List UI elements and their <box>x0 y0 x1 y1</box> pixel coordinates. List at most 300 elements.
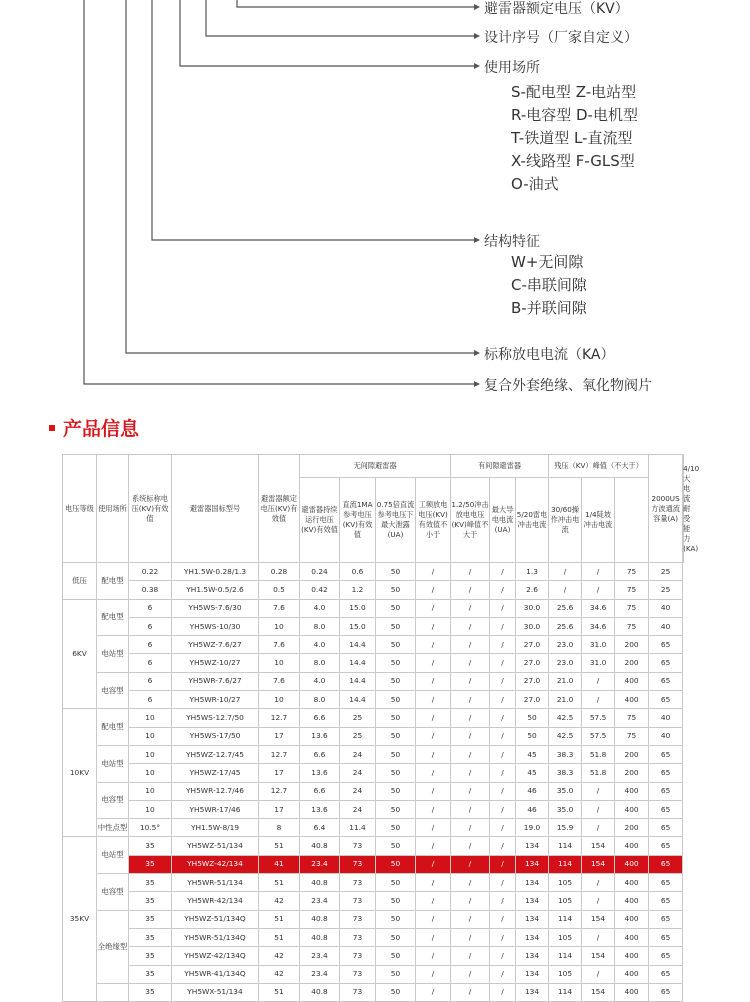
header-gapless-leak: 0.75倍直流参考电压下最大泄露(UA) <box>376 478 416 563</box>
max-current-cell: / <box>490 727 516 745</box>
high-current-cell: 25 <box>649 563 683 581</box>
cont-voltage-cell: 4.0 <box>300 599 340 617</box>
table-row <box>63 800 684 818</box>
table-row <box>63 874 684 892</box>
leakage-cell: 50 <box>376 928 416 946</box>
cont-voltage-cell: 4.0 <box>300 672 340 690</box>
usage-cell: 电容型 <box>97 672 129 709</box>
rated-voltage-cell: 51 <box>259 928 300 946</box>
res-steep-cell: 34.6 <box>582 599 615 617</box>
leakage-cell: 50 <box>376 800 416 818</box>
freq-discharge-cell: / <box>416 983 451 1001</box>
leakage-cell: 50 <box>376 892 416 910</box>
header-residual-group: 残压（KV）峰值（不大于） <box>549 455 649 478</box>
usage-cell: 配电型 <box>97 599 129 636</box>
dc-ref-cell: 14.4 <box>340 636 376 654</box>
impulse-discharge-cell: / <box>451 874 490 892</box>
freq-discharge-cell: / <box>416 636 451 654</box>
leakage-cell: 50 <box>376 782 416 800</box>
system-voltage-cell: 35 <box>129 855 172 873</box>
code-item: B-并联间隙 <box>511 299 587 317</box>
rated-voltage-cell: 42 <box>259 965 300 983</box>
header-gapless-dc: 直流1MA参考电压(KV)有效值 <box>340 478 376 563</box>
square-wave-cell: 75 <box>615 563 649 581</box>
model-cell: YH1.5W-0.5/2.6 <box>172 581 259 599</box>
freq-discharge-cell: / <box>416 672 451 690</box>
square-wave-cell: 400 <box>615 800 649 818</box>
res-steep-cell: / <box>582 874 615 892</box>
model-cell: YH5WR-42/134 <box>172 892 259 910</box>
table-row <box>63 965 684 983</box>
header-gap-group: 有间隙避雷器 <box>451 455 549 478</box>
res-lightning-cell: 134 <box>516 947 549 965</box>
res-lightning-cell: 19.0 <box>516 819 549 837</box>
res-switching-cell: / <box>549 581 582 599</box>
max-current-cell: / <box>490 819 516 837</box>
freq-discharge-cell: / <box>416 965 451 983</box>
freq-discharge-cell: / <box>416 654 451 672</box>
impulse-discharge-cell: / <box>451 636 490 654</box>
rated-voltage-cell: 51 <box>259 910 300 928</box>
model-cell: YH5WR-51/134Q <box>172 928 259 946</box>
max-current-cell: / <box>490 910 516 928</box>
dc-ref-cell: 14.4 <box>340 672 376 690</box>
res-switching-cell: 38.3 <box>549 764 582 782</box>
res-steep-cell: 57.5 <box>582 727 615 745</box>
high-current-cell: 65 <box>649 874 683 892</box>
rated-voltage-cell: 51 <box>259 874 300 892</box>
voltage-level-cell: 35KV <box>63 837 97 1002</box>
square-wave-cell: 75 <box>615 709 649 727</box>
leakage-cell: 50 <box>376 947 416 965</box>
res-lightning-cell: 134 <box>516 892 549 910</box>
high-current-cell: 65 <box>649 819 683 837</box>
cont-voltage-cell: 8.0 <box>300 617 340 635</box>
legend-bracket-lines <box>0 0 750 400</box>
cont-voltage-cell: 13.6 <box>300 800 340 818</box>
impulse-discharge-cell: / <box>451 819 490 837</box>
freq-discharge-cell: / <box>416 819 451 837</box>
cont-voltage-cell: 13.6 <box>300 727 340 745</box>
high-current-cell: 65 <box>649 928 683 946</box>
table-row <box>63 617 684 635</box>
res-steep-cell: / <box>582 782 615 800</box>
dc-ref-cell: 73 <box>340 910 376 928</box>
header-res-switching: 30/60操作冲击电流 <box>549 478 582 563</box>
system-voltage-cell: 6 <box>129 654 172 672</box>
square-wave-cell: 400 <box>615 910 649 928</box>
header-res-lightning: 5/20雷电冲击电流 <box>516 478 549 563</box>
model-cell: YH5WZ-42/134Q <box>172 947 259 965</box>
system-voltage-cell: 10 <box>129 745 172 763</box>
max-current-cell: / <box>490 581 516 599</box>
leakage-cell: 50 <box>376 599 416 617</box>
square-wave-cell: 400 <box>615 855 649 873</box>
res-switching-cell: 21.0 <box>549 691 582 709</box>
max-current-cell: / <box>490 874 516 892</box>
model-cell: YH5WR-10/27 <box>172 691 259 709</box>
product-spec-table <box>62 454 700 1002</box>
system-voltage-cell: 35 <box>129 892 172 910</box>
table-row <box>63 745 684 763</box>
impulse-discharge-cell: / <box>451 837 490 855</box>
model-cell: YH5WZ-12.7/45 <box>172 745 259 763</box>
header-gap-freq: 工频放电电压(KV)有效值不小于 <box>416 478 451 563</box>
high-current-cell: 65 <box>649 691 683 709</box>
cont-voltage-cell: 40.8 <box>300 874 340 892</box>
system-voltage-cell: 10 <box>129 709 172 727</box>
dc-ref-cell: 14.4 <box>340 691 376 709</box>
dc-ref-cell: 1.2 <box>340 581 376 599</box>
header-square-wave: 2000US方波通流容量(A) <box>649 455 683 563</box>
res-steep-cell: / <box>582 563 615 581</box>
system-voltage-cell: 35 <box>129 910 172 928</box>
max-current-cell: / <box>490 855 516 873</box>
leakage-cell: 50 <box>376 617 416 635</box>
res-switching-cell: 25.6 <box>549 617 582 635</box>
model-cell: YH5WR-7.6/27 <box>172 672 259 690</box>
leakage-cell: 50 <box>376 727 416 745</box>
res-lightning-cell: 2.6 <box>516 581 549 599</box>
model-legend <box>0 0 750 400</box>
code-item: W+无间隙 <box>511 253 584 271</box>
usage-cell: 配电型 <box>97 563 129 600</box>
res-steep-cell: / <box>582 892 615 910</box>
rated-voltage-cell: 7.6 <box>259 672 300 690</box>
leakage-cell: 50 <box>376 855 416 873</box>
dc-ref-cell: 11.4 <box>340 819 376 837</box>
dc-ref-cell: 73 <box>340 874 376 892</box>
label-design-no: 设计序号（厂家自定义） <box>484 30 638 46</box>
model-cell: YH5WR-51/134 <box>172 874 259 892</box>
usage-cell: 全绝缘型 <box>97 910 129 983</box>
max-current-cell: / <box>490 928 516 946</box>
label-discharge-current: 标称放电电流（KA） <box>484 347 615 363</box>
res-lightning-cell: 45 <box>516 745 549 763</box>
model-cell: YH5WS-7.6/30 <box>172 599 259 617</box>
model-cell: YH5WZ-10/27 <box>172 654 259 672</box>
code-item: T-铁道型 L-直流型 <box>511 129 633 147</box>
res-switching-cell: 105 <box>549 965 582 983</box>
cont-voltage-cell: 6.6 <box>300 745 340 763</box>
table-row <box>63 892 684 910</box>
leakage-cell: 50 <box>376 745 416 763</box>
cont-voltage-cell: 6.6 <box>300 709 340 727</box>
max-current-cell: / <box>490 691 516 709</box>
rated-voltage-cell: 17 <box>259 727 300 745</box>
res-lightning-cell: 27.0 <box>516 672 549 690</box>
high-current-cell: 65 <box>649 947 683 965</box>
leakage-cell: 50 <box>376 581 416 599</box>
freq-discharge-cell: / <box>416 745 451 763</box>
table-row <box>63 910 684 928</box>
table-row <box>63 636 684 654</box>
freq-discharge-cell: / <box>416 782 451 800</box>
high-current-cell: 65 <box>649 745 683 763</box>
system-voltage-cell: 0.38 <box>129 581 172 599</box>
rated-voltage-cell: 10 <box>259 654 300 672</box>
system-voltage-cell: 6 <box>129 691 172 709</box>
rated-voltage-cell: 51 <box>259 837 300 855</box>
cont-voltage-cell: 40.8 <box>300 983 340 1001</box>
leakage-cell: 50 <box>376 764 416 782</box>
system-voltage-cell: 10.5° <box>129 819 172 837</box>
label-rated-voltage: 避雷器额定电压（KV） <box>484 1 629 17</box>
rated-voltage-cell: 7.6 <box>259 636 300 654</box>
square-wave-cell: 75 <box>615 581 649 599</box>
model-cell: YH1.5W-0.28/1.3 <box>172 563 259 581</box>
rated-voltage-cell: 7.6 <box>259 599 300 617</box>
high-current-cell: 65 <box>649 764 683 782</box>
leakage-cell: 50 <box>376 965 416 983</box>
square-wave-cell: 400 <box>615 947 649 965</box>
table-row <box>63 983 684 1001</box>
system-voltage-cell: 35 <box>129 947 172 965</box>
dc-ref-cell: 24 <box>340 745 376 763</box>
high-current-cell: 40 <box>649 727 683 745</box>
rated-voltage-cell: 0.28 <box>259 563 300 581</box>
system-voltage-cell: 6 <box>129 599 172 617</box>
table-row <box>63 764 684 782</box>
res-lightning-cell: 46 <box>516 782 549 800</box>
freq-discharge-cell: / <box>416 874 451 892</box>
usage-cell: 电站型 <box>97 636 129 673</box>
rated-voltage-cell: 12.7 <box>259 782 300 800</box>
res-switching-cell: 35.0 <box>549 782 582 800</box>
freq-discharge-cell: / <box>416 892 451 910</box>
system-voltage-cell: 10 <box>129 764 172 782</box>
system-voltage-cell: 35 <box>129 928 172 946</box>
res-lightning-cell: 134 <box>516 855 549 873</box>
res-lightning-cell: 50 <box>516 727 549 745</box>
res-steep-cell: / <box>582 672 615 690</box>
model-cell: YH5WR-41/134Q <box>172 965 259 983</box>
square-wave-cell: 200 <box>615 819 649 837</box>
max-current-cell: / <box>490 837 516 855</box>
leakage-cell: 50 <box>376 691 416 709</box>
res-lightning-cell: 45 <box>516 764 549 782</box>
table-row <box>63 654 684 672</box>
square-wave-cell: 75 <box>615 617 649 635</box>
freq-discharge-cell: / <box>416 910 451 928</box>
impulse-discharge-cell: / <box>451 617 490 635</box>
impulse-discharge-cell: / <box>451 855 490 873</box>
system-voltage-cell: 35 <box>129 874 172 892</box>
square-wave-cell: 200 <box>615 764 649 782</box>
model-cell: YH5WR-17/46 <box>172 800 259 818</box>
usage-codes-list <box>511 81 638 196</box>
square-wave-cell: 400 <box>615 983 649 1001</box>
header-usage: 使用场所 <box>97 455 129 563</box>
usage-cell <box>97 983 129 1001</box>
res-steep-cell: 154 <box>582 983 615 1001</box>
usage-cell: 中性点型 <box>97 819 129 837</box>
res-switching-cell: 23.0 <box>549 636 582 654</box>
impulse-discharge-cell: / <box>451 691 490 709</box>
square-wave-cell: 75 <box>615 599 649 617</box>
model-cell: YH5WS-12.7/50 <box>172 709 259 727</box>
res-lightning-cell: 27.0 <box>516 654 549 672</box>
impulse-discharge-cell: / <box>451 654 490 672</box>
dc-ref-cell: 73 <box>340 892 376 910</box>
header-system-voltage: 系统标称电压(KV)有效值 <box>129 455 172 563</box>
res-lightning-cell: 134 <box>516 928 549 946</box>
table-row <box>63 709 684 727</box>
high-current-cell: 65 <box>649 965 683 983</box>
cont-voltage-cell: 23.4 <box>300 855 340 873</box>
max-current-cell: / <box>490 654 516 672</box>
rated-voltage-cell: 42 <box>259 947 300 965</box>
max-current-cell: / <box>490 745 516 763</box>
impulse-discharge-cell: / <box>451 563 490 581</box>
res-switching-cell: 23.0 <box>549 654 582 672</box>
res-switching-cell: 21.0 <box>549 672 582 690</box>
max-current-cell: / <box>490 892 516 910</box>
system-voltage-cell: 35 <box>129 965 172 983</box>
impulse-discharge-cell: / <box>451 599 490 617</box>
res-switching-cell: 105 <box>549 892 582 910</box>
header-rated-voltage: 避雷器额定电压(KV)有效值 <box>259 455 300 563</box>
system-voltage-cell: 35 <box>129 983 172 1001</box>
dc-ref-cell: 24 <box>340 782 376 800</box>
high-current-cell: 65 <box>649 654 683 672</box>
model-cell: YH5WZ-7.6/27 <box>172 636 259 654</box>
rated-voltage-cell: 8 <box>259 819 300 837</box>
system-voltage-cell: 35 <box>129 837 172 855</box>
table-row <box>63 563 684 581</box>
res-steep-cell: 154 <box>582 855 615 873</box>
high-current-cell: 65 <box>649 636 683 654</box>
max-current-cell: / <box>490 983 516 1001</box>
system-voltage-cell: 10 <box>129 727 172 745</box>
max-current-cell: / <box>490 764 516 782</box>
header-gap-impulse: 1.2/50冲击放电电压(KV)峰值不大于 <box>451 478 490 563</box>
res-lightning-cell: 50 <box>516 709 549 727</box>
square-wave-cell: 75 <box>615 727 649 745</box>
res-switching-cell: 42.5 <box>549 709 582 727</box>
impulse-discharge-cell: / <box>451 672 490 690</box>
cont-voltage-cell: 23.4 <box>300 965 340 983</box>
freq-discharge-cell: / <box>416 855 451 873</box>
high-current-cell: 40 <box>649 599 683 617</box>
impulse-discharge-cell: / <box>451 965 490 983</box>
leakage-cell: 50 <box>376 563 416 581</box>
res-lightning-cell: 46 <box>516 800 549 818</box>
freq-discharge-cell: / <box>416 764 451 782</box>
rated-voltage-cell: 12.7 <box>259 745 300 763</box>
high-current-cell: 65 <box>649 672 683 690</box>
high-current-cell: 65 <box>649 800 683 818</box>
res-steep-cell: 31.0 <box>582 654 615 672</box>
res-switching-cell: 15.9 <box>549 819 582 837</box>
cont-voltage-cell: 23.4 <box>300 947 340 965</box>
code-item: X-线路型 F-GLS型 <box>511 152 635 170</box>
cont-voltage-cell: 40.8 <box>300 928 340 946</box>
res-switching-cell: 25.6 <box>549 599 582 617</box>
leakage-cell: 50 <box>376 709 416 727</box>
res-switching-cell: 114 <box>549 983 582 1001</box>
res-steep-cell: / <box>582 928 615 946</box>
res-steep-cell: 51.8 <box>582 745 615 763</box>
table-row <box>63 928 684 946</box>
max-current-cell: / <box>490 599 516 617</box>
header-high-current: 4/10大电流耐受能力(KA) <box>683 463 700 553</box>
code-item: R-电容型 D-电机型 <box>511 106 638 124</box>
impulse-discharge-cell: / <box>451 892 490 910</box>
res-switching-cell: 114 <box>549 855 582 873</box>
code-item: O-油式 <box>511 175 559 193</box>
res-switching-cell: 105 <box>549 928 582 946</box>
impulse-discharge-cell: / <box>451 800 490 818</box>
voltage-level-cell: 6KV <box>63 599 97 709</box>
table-row <box>63 819 684 837</box>
max-current-cell: / <box>490 672 516 690</box>
square-wave-cell: 400 <box>615 965 649 983</box>
freq-discharge-cell: / <box>416 691 451 709</box>
square-wave-cell: 400 <box>615 837 649 855</box>
high-current-cell: 65 <box>649 855 683 873</box>
res-steep-cell: 154 <box>582 910 615 928</box>
dc-ref-cell: 25 <box>340 709 376 727</box>
res-switching-cell: 105 <box>549 874 582 892</box>
freq-discharge-cell: / <box>416 617 451 635</box>
square-wave-cell: 200 <box>615 654 649 672</box>
system-voltage-cell: 0.22 <box>129 563 172 581</box>
res-steep-cell: 34.6 <box>582 617 615 635</box>
table-row <box>63 947 684 965</box>
table-row <box>63 691 684 709</box>
leakage-cell: 50 <box>376 819 416 837</box>
rated-voltage-cell: 17 <box>259 764 300 782</box>
dc-ref-cell: 14.4 <box>340 654 376 672</box>
high-current-cell: 25 <box>649 581 683 599</box>
table-row <box>63 672 684 690</box>
label-structure: 结构特征 <box>484 234 540 250</box>
system-voltage-cell: 10 <box>129 782 172 800</box>
leakage-cell: 50 <box>376 837 416 855</box>
res-lightning-cell: 134 <box>516 983 549 1001</box>
cont-voltage-cell: 6.6 <box>300 782 340 800</box>
res-steep-cell: / <box>582 965 615 983</box>
cont-voltage-cell: 4.0 <box>300 636 340 654</box>
high-current-cell: 65 <box>649 837 683 855</box>
res-steep-cell: / <box>582 800 615 818</box>
freq-discharge-cell: / <box>416 947 451 965</box>
high-current-cell: 40 <box>649 709 683 727</box>
leakage-cell: 50 <box>376 910 416 928</box>
max-current-cell: / <box>490 636 516 654</box>
dc-ref-cell: 25 <box>340 727 376 745</box>
header-gap-max: 最大导电电流(UA) <box>490 478 516 563</box>
table-row <box>63 599 684 617</box>
header-voltage-level: 电压等级 <box>63 455 97 563</box>
leakage-cell: 50 <box>376 636 416 654</box>
cont-voltage-cell: 40.8 <box>300 910 340 928</box>
high-current-cell: 40 <box>649 617 683 635</box>
model-cell: YH5WZ-51/134 <box>172 837 259 855</box>
freq-discharge-cell: / <box>416 563 451 581</box>
square-wave-cell: 400 <box>615 672 649 690</box>
max-current-cell: / <box>490 782 516 800</box>
cont-voltage-cell: 6.4 <box>300 819 340 837</box>
res-switching-cell: / <box>549 563 582 581</box>
impulse-discharge-cell: / <box>451 745 490 763</box>
impulse-discharge-cell: / <box>451 910 490 928</box>
dc-ref-cell: 73 <box>340 837 376 855</box>
res-switching-cell: 35.0 <box>549 800 582 818</box>
dc-ref-cell: 73 <box>340 965 376 983</box>
leakage-cell: 50 <box>376 983 416 1001</box>
